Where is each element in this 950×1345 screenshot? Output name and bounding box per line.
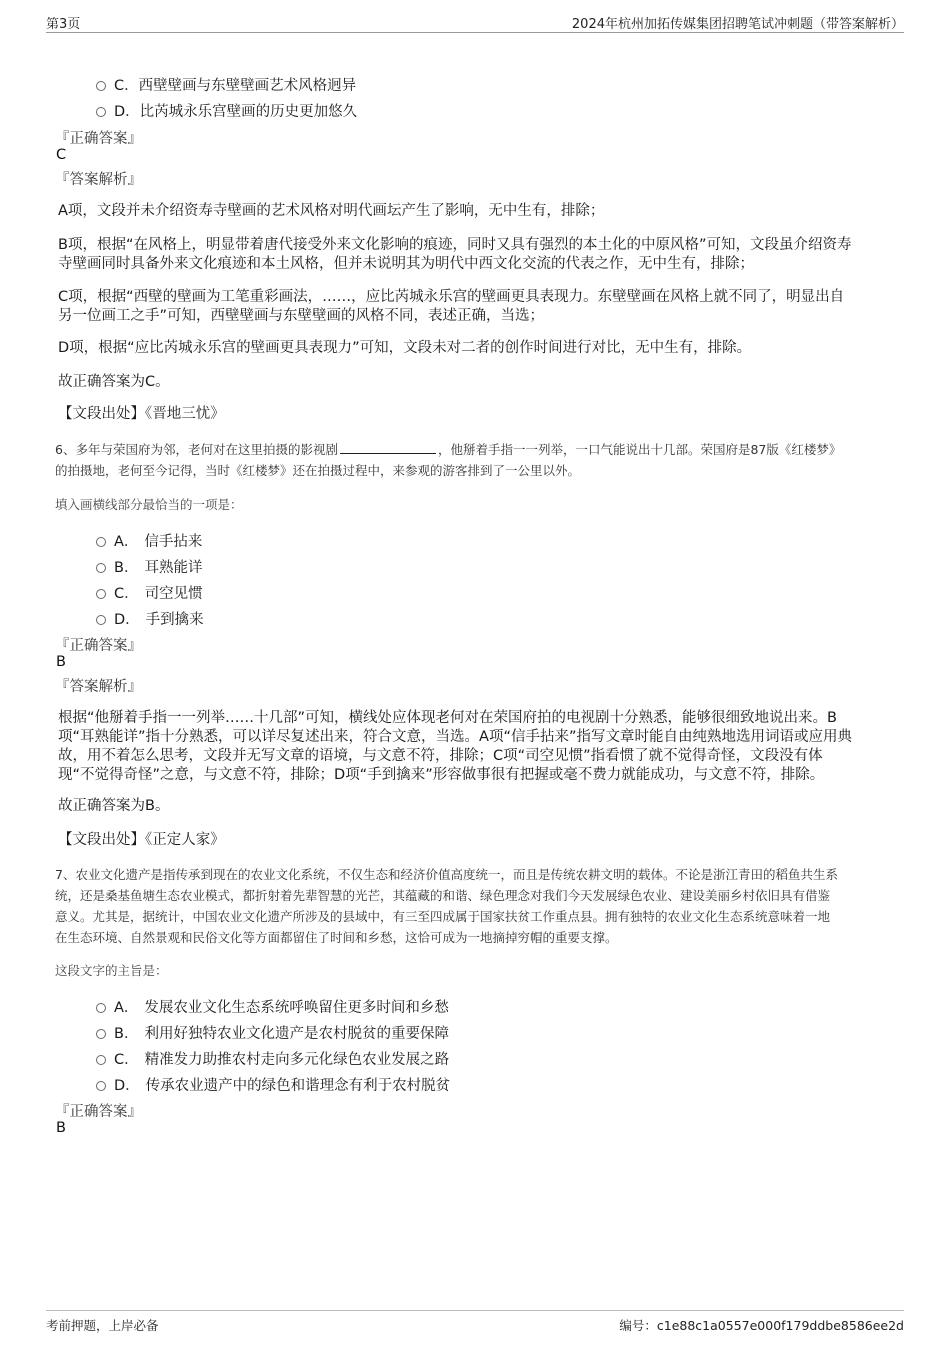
analysis-paragraph: 根据“他掰着手指一一列举……十几部”可知，横线处应体现老何对在荣国府拍的电视剧十分熟悉，能够很细致地说出来。B 项“耳熟能详”指十分熟悉，可以详尽复述出来，符合文意，当选。A项“信手拈来”指写文章时能自由纯熟地选用词语或应用典 故，用不着怎么思考，文段并无写文章的语境，与文意不符，排除；C项“司空见惯”指看惯了就不觉得奇怪，文段没有体 现“不觉得奇怪”之意，与文意不符，排除；D项“手到擒来”形容做事很有把握或毫不费力就能成功，与文意不符，排除。 (58, 710, 852, 783)
page-header (46, 10, 904, 33)
radio-icon[interactable] (96, 563, 106, 573)
option-c[interactable]: C． 精准发力助推农村走向多元化绿色农业发展之路 (96, 1048, 449, 1069)
option-a[interactable]: A． 发展农业文化生态系统呼唤留住更多时间和乡愁 (96, 996, 449, 1017)
radio-icon[interactable] (96, 1055, 106, 1065)
radio-icon[interactable] (96, 1003, 106, 1013)
question-stem: 6、多年与荣国府为邻，老何对在这里拍摄的影视剧 ，他掰着手指一一列举，一口气能说出十几部。荣国府是87版《红楼梦》 的拍摄地，老何至今记得，当时《红楼梦》还在拍摄过程中，来参观的游客排到了一公里以外。 (55, 442, 842, 478)
footer-slogan: 考前押题，上岸必备 (46, 1318, 159, 1333)
radio-icon[interactable] (96, 1081, 106, 1091)
option-b[interactable]: B． 利用好独特农业文化遗产是农村脱贫的重要保障 (96, 1022, 449, 1043)
radio-icon[interactable] (96, 81, 106, 91)
radio-icon[interactable] (96, 107, 106, 117)
option-d[interactable]: D． 传承农业遗产中的绿色和谐理念有利于农村脱贫 (96, 1074, 450, 1095)
analysis-paragraph: C项，根据“西壁的壁画为工笔重彩画法，……，应比芮城永乐宫的壁画更具表现力。东壁壁画在风格上就不同了，明显出自 另一位画工之手”可知，西壁壁画与东壁壁画的风格不同，表述正确，当选； (58, 289, 845, 324)
question-stem: 7、农业文化遗产是指传承到现在的农业文化系统，不仅生态和经济价值高度统一，而且是传统农耕文明的载体。不论是浙江青田的稻鱼共生系 统，还是桑基鱼塘生态农业模式，都折射着先辈智慧的光芒，其蕴藏的和谐、绿色理念对我们今天发展绿色农业、建设美丽乡村依旧具有借鉴 意义。尤其是，据统计，中国农业文化遗产所涉及的县域中，有三至四成属于国家扶贫工作重点县。拥有独特的农业文化生态系统意味着一地 在生态环境、自然景观和民俗文化等方面都留住了时间和乡愁，这恰可成为一地摘掉穷帽的重要支撑。 (55, 867, 838, 945)
page-number: 第3页 (46, 17, 81, 32)
fill-blank[interactable] (340, 441, 436, 454)
option-c[interactable]: C． 司空见惯 (96, 582, 203, 603)
correct-answer: B (56, 1120, 66, 1136)
correct-answer-label: 『正确答案』 (55, 638, 142, 654)
analysis-label: 『答案解析』 (55, 172, 142, 188)
correct-answer: B (56, 654, 66, 670)
conclusion: 故正确答案为C。 (58, 374, 170, 390)
correct-answer: C (56, 147, 67, 163)
option-c[interactable]: C．西壁壁画与东壁壁画艺术风格迥异 (96, 74, 356, 95)
document-title: 2024年杭州加拓传媒集团招聘笔试冲刺题（带答案解析） (571, 17, 904, 32)
option-a[interactable]: A． 信手拈来 (96, 530, 202, 551)
correct-answer-label: 『正确答案』 (55, 1104, 142, 1120)
conclusion: 故正确答案为B。 (58, 798, 170, 814)
radio-icon[interactable] (96, 589, 106, 599)
option-b[interactable]: B． 耳熟能详 (96, 556, 202, 577)
analysis-paragraph: D项，根据“应比芮城永乐宫的壁画更具表现力”可知，文段未对二者的创作时间进行对比，无中生有，排除。 (58, 340, 752, 356)
option-d[interactable]: D．比芮城永乐宫壁画的历史更加悠久 (96, 100, 357, 121)
radio-icon[interactable] (96, 615, 106, 625)
analysis-paragraph: A项，文段并未介绍资寿寺壁画的艺术风格对明代画坛产生了影响，无中生有，排除； (58, 203, 605, 219)
correct-answer-label: 『正确答案』 (55, 131, 142, 147)
page-footer (46, 1310, 904, 1335)
document-id: 编号：c1e88c1a0557e000f179ddbe8586ee2d (619, 1318, 904, 1333)
analysis-paragraph: B项，根据“在风格上，明显带着唐代接受外来文化影响的痕迹，同时又具有强烈的本土化的中原风格”可知，文段虽介绍资寿 寺壁画同时具备外来文化痕迹和本土风格，但并未说明其为明代中西文化交流的代表之作，无中生有，排除； (58, 237, 852, 272)
option-d[interactable]: D． 手到擒来 (96, 608, 204, 629)
source: 【文段出处】《晋地三忧》 (58, 406, 225, 422)
question-prompt: 填入画横线部分最恰当的一项是： (55, 497, 243, 512)
source: 【文段出处】《正定人家》 (58, 832, 225, 848)
radio-icon[interactable] (96, 1029, 106, 1039)
question-prompt: 这段文字的主旨是： (55, 963, 168, 978)
radio-icon[interactable] (96, 537, 106, 547)
analysis-label: 『答案解析』 (55, 679, 142, 695)
